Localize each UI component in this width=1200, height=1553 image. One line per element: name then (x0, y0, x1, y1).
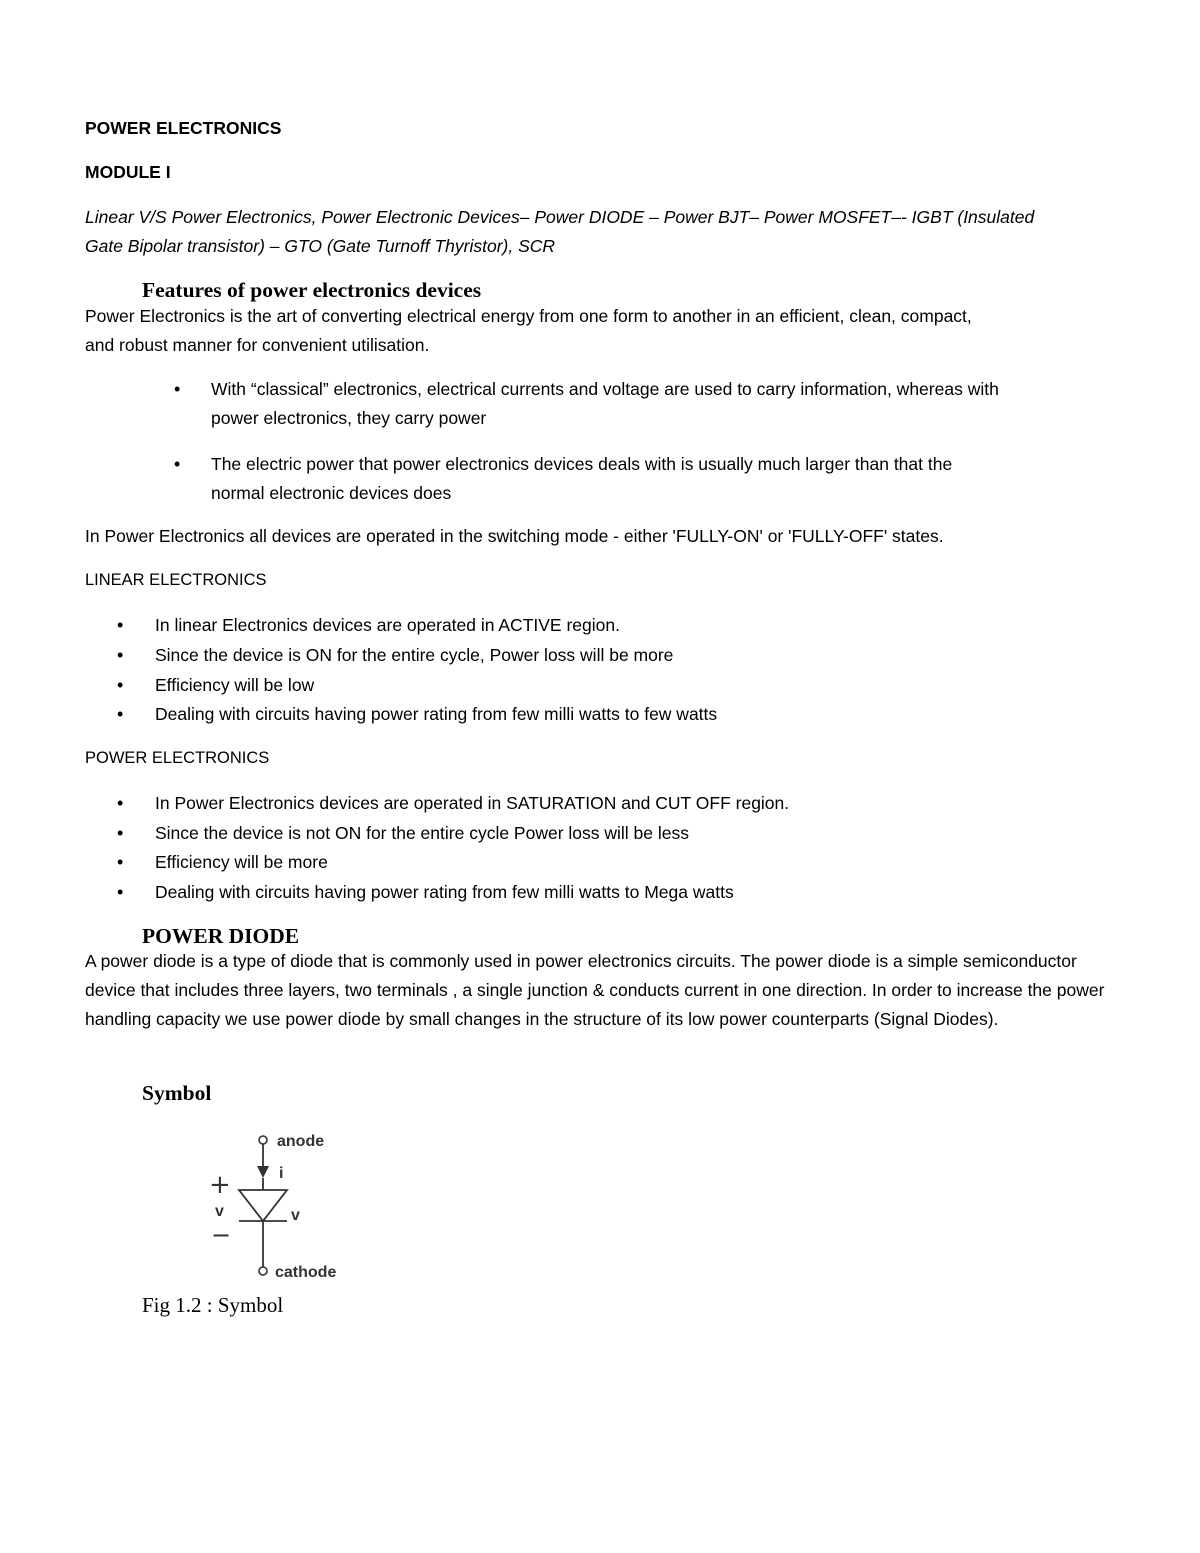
voltage-inner-label: v (291, 1207, 300, 1224)
bullet-marker: • (117, 704, 124, 724)
voltage-outer-label: v (215, 1203, 224, 1220)
bullet-marker: • (174, 379, 181, 399)
features-bullet-1-line-1: With “classical” electronics, electrical currents and voltage are used to carry information, whereas with (211, 379, 999, 399)
syllabus-line-2: Gate Bipolar transistor) – GTO (Gate Turnoff Thyristor), SCR (85, 236, 556, 256)
power-diode-paragraph: A power diode is a type of diode that is commonly used in power electronics circuits. The power diode is a simple semiconductor device that includes three layers, two terminals , a single junction & conducts current in one direction. In order to increase the power handling capacity we use power diode by small changes in the structure of its low power counterparts (Signal Diodes). (85, 951, 1105, 1029)
anode-terminal-icon (259, 1136, 267, 1144)
cathode-terminal-icon (259, 1267, 267, 1275)
linear-bullet-3: Efficiency will be low (155, 675, 315, 695)
intro-line-2: and robust manner for convenient utilisation. (85, 335, 430, 355)
power-diode-heading: POWER DIODE (142, 924, 300, 948)
bullet-marker: • (117, 615, 124, 635)
power-bullet-3: Efficiency will be more (155, 852, 328, 872)
bullet-marker: • (174, 454, 181, 474)
power-bullet-1: In Power Electronics devices are operated in SATURATION and CUT OFF region. (155, 793, 790, 813)
plus-sign: + (209, 1170, 231, 1200)
document-title: POWER ELECTRONICS (85, 118, 282, 138)
features-bullet-2-line-1: The electric power that power electronics devices deals with is usually much larger than that the (211, 454, 953, 474)
module-label: MODULE I (85, 162, 171, 182)
linear-bullet-4: Dealing with circuits having power rating from few milli watts to few watts (155, 704, 718, 724)
current-label: i (279, 1165, 284, 1182)
bullet-marker: • (117, 882, 124, 902)
features-bullet-1-line-2: power electronics, they carry power (211, 408, 487, 428)
features-heading: Features of power electronics devices (142, 278, 482, 302)
diode-symbol-svg (200, 1125, 360, 1285)
minus-sign: − (211, 1221, 232, 1249)
switching-mode-text: In Power Electronics all devices are operated in the switching mode - either 'FULLY-ON' or 'FULLY-OFF' states. (85, 526, 944, 546)
current-arrow-icon (257, 1166, 269, 1178)
features-bullet-2-line-2: normal electronic devices does (211, 483, 452, 503)
bullet-marker: • (117, 852, 124, 872)
bullet-marker: • (117, 675, 124, 695)
linear-electronics-heading: LINEAR ELECTRONICS (85, 571, 267, 589)
linear-bullet-2: Since the device is ON for the entire cycle, Power loss will be more (155, 645, 674, 665)
linear-bullet-1: In linear Electronics devices are operated in ACTIVE region. (155, 615, 620, 635)
power-electronics-heading: POWER ELECTRONICS (85, 749, 270, 767)
syllabus-line-1: Linear V/S Power Electronics, Power Electronic Devices– Power DIODE – Power BJT– Power MOSFET–- IGBT (Insulated (85, 207, 1035, 227)
power-bullet-2: Since the device is not ON for the entire cycle Power loss will be less (155, 823, 689, 843)
diode-triangle-icon (239, 1190, 287, 1221)
figure-caption: Fig 1.2 : Symbol (142, 1293, 284, 1317)
intro-line-1: Power Electronics is the art of converting electrical energy from one form to another in an efficient, clean, compact, (85, 306, 972, 326)
anode-label: anode (277, 1133, 325, 1150)
bullet-marker: • (117, 645, 124, 665)
cathode-label: cathode (275, 1264, 337, 1281)
bullet-marker: • (117, 793, 124, 813)
bullet-marker: • (117, 823, 124, 843)
power-bullet-4: Dealing with circuits having power rating from few milli watts to Mega watts (155, 882, 734, 902)
symbol-heading: Symbol (142, 1081, 212, 1105)
diode-symbol-figure (200, 1125, 360, 1285)
